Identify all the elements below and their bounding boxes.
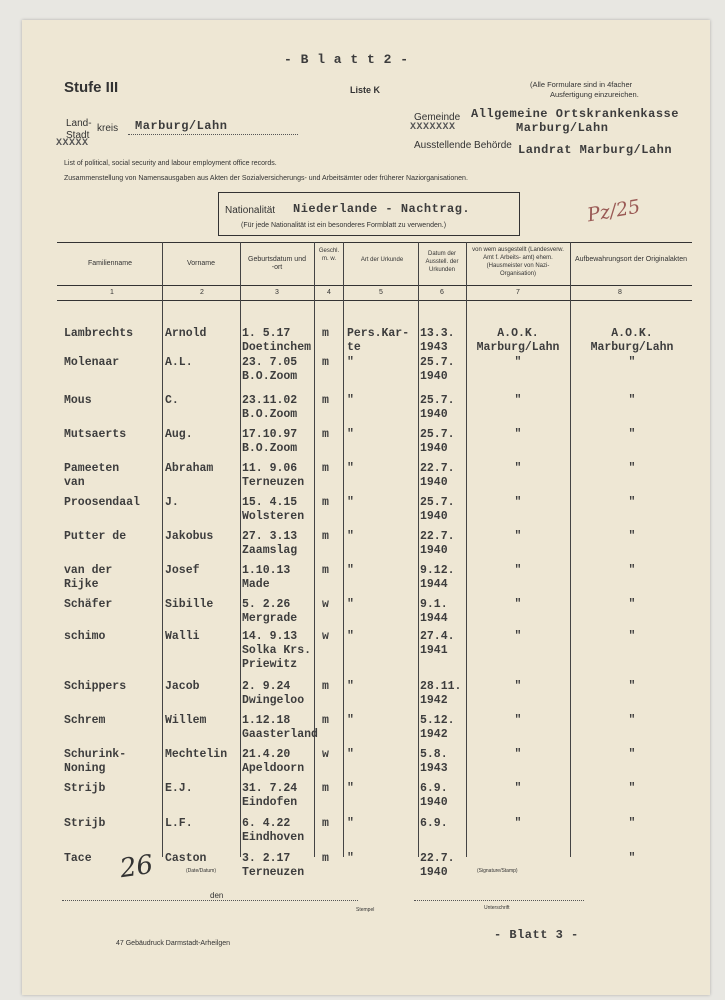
cell-urkundenart: " bbox=[347, 428, 354, 441]
col-number: 3 bbox=[275, 289, 279, 296]
cell-ausgestellt-von: " bbox=[514, 748, 522, 761]
cell-geschlecht: w bbox=[322, 748, 329, 761]
col-number: 2 bbox=[200, 289, 204, 296]
col-number: 1 bbox=[110, 289, 114, 296]
cell-geschlecht: m bbox=[322, 714, 329, 727]
cell-familienname: Mous bbox=[64, 394, 92, 407]
cell-ausstellungsdatum: 25.7. 1940 bbox=[420, 394, 455, 421]
col-header-vorname: Vorname bbox=[186, 260, 216, 267]
cell-aufbewahrungsort: " bbox=[628, 564, 636, 577]
cell-aufbewahrungsort: " bbox=[628, 598, 636, 611]
cell-vorname: E.J. bbox=[165, 782, 193, 795]
cell-aufbewahrungsort: " bbox=[628, 462, 636, 475]
cell-aufbewahrungsort: " bbox=[628, 748, 636, 761]
cell-ausgestellt-von: " bbox=[514, 782, 522, 795]
cell-geschlecht: m bbox=[322, 530, 329, 543]
cell-geburtsdatum: 21.4.20 Apeldoorn bbox=[242, 748, 305, 775]
cell-vorname: Caston bbox=[165, 852, 207, 865]
cell-geschlecht: m bbox=[322, 817, 329, 830]
cell-geburtsdatum: 15. 4.15 Wolsteren bbox=[242, 496, 305, 523]
gemeinde-label: Gemeinde bbox=[414, 112, 461, 123]
cell-ausstellungsdatum: 25.7. 1940 bbox=[420, 428, 455, 455]
den-label: den bbox=[210, 891, 224, 900]
cell-geschlecht: m bbox=[322, 356, 329, 369]
stufe-label: Stufe III bbox=[64, 79, 119, 96]
col-header-datum: Datum der Ausstell. der Urkunden bbox=[425, 251, 459, 273]
blatt-title: - B l a t t 2 - bbox=[284, 52, 409, 67]
cell-ausgestellt-von: " bbox=[514, 630, 522, 643]
kreis-value: Marburg/Lahn bbox=[135, 119, 228, 133]
cell-aufbewahrungsort: " bbox=[628, 817, 636, 830]
date-line bbox=[62, 900, 358, 901]
cell-familienname: Schäfer bbox=[64, 598, 113, 611]
cell-urkundenart: " bbox=[347, 356, 354, 369]
list-description-en: List of political, social security and labour employment office records. bbox=[64, 160, 277, 167]
cell-vorname: Arnold bbox=[165, 327, 207, 340]
nationalitaet-note: (Für jede Nationalität ist ein besonderes Formblatt zu verwenden.) bbox=[241, 222, 447, 229]
col-header-ausgestellt: von wem ausgestellt (Landesverw. Amt f. Arbeits- amt) ehem. (Hausmeister von Nazi-Organisation) bbox=[472, 247, 564, 277]
cell-vorname: L.F. bbox=[165, 817, 193, 830]
col-number: 6 bbox=[440, 289, 444, 296]
cell-ausstellungsdatum: 5.8. 1943 bbox=[420, 748, 448, 775]
cell-aufbewahrungsort: " bbox=[628, 714, 636, 727]
cell-familienname: Strijb bbox=[64, 817, 106, 830]
cell-ausgestellt-von: " bbox=[514, 714, 522, 727]
column-divider bbox=[343, 242, 344, 857]
col-number: 7 bbox=[516, 289, 520, 296]
cell-geschlecht: m bbox=[322, 852, 329, 865]
cell-geschlecht: w bbox=[322, 598, 329, 611]
cell-ausgestellt-von: " bbox=[514, 428, 522, 441]
nationalitaet-value: Niederlande - Nachtrag. bbox=[293, 202, 471, 216]
behoerde-value: Landrat Marburg/Lahn bbox=[518, 143, 673, 157]
cell-geburtsdatum: 17.10.97 B.O.Zoom bbox=[242, 428, 298, 455]
kreis-underline bbox=[128, 134, 298, 135]
cell-geburtsdatum: 14. 9.13 Solka Krs. Priewitz bbox=[242, 630, 312, 671]
cell-vorname: C. bbox=[165, 394, 179, 407]
cell-geburtsdatum: 27. 3.13 Zaamslag bbox=[242, 530, 298, 557]
cell-geschlecht: m bbox=[322, 782, 329, 795]
land-label: Land- bbox=[66, 118, 92, 129]
cell-familienname: Schrem bbox=[64, 714, 106, 727]
cell-geschlecht: m bbox=[322, 564, 329, 577]
cell-vorname: Abraham bbox=[165, 462, 214, 475]
cell-ausgestellt-von: " bbox=[514, 564, 522, 577]
cell-ausgestellt-von: " bbox=[514, 530, 522, 543]
cell-familienname: van der Rijke bbox=[64, 564, 113, 591]
gemeinde-value-2: Marburg/Lahn bbox=[516, 121, 609, 135]
cell-geschlecht: m bbox=[322, 680, 329, 693]
cell-geschlecht: m bbox=[322, 462, 329, 475]
cell-familienname: Mutsaerts bbox=[64, 428, 127, 441]
nationalitaet-label: Nationalität bbox=[225, 205, 276, 216]
cell-geburtsdatum: 1. 5.17 Doetinchem bbox=[242, 327, 312, 354]
col-number: 8 bbox=[618, 289, 622, 296]
cell-ausstellungsdatum: 25.7. 1940 bbox=[420, 496, 455, 523]
list-description-de: Zusammenstellung von Namensausgaben aus Akten der Sozialversicherungs- und Arbeitsämter oder früherer Naziorganisationen. bbox=[64, 175, 468, 182]
cell-vorname: Jacob bbox=[165, 680, 200, 693]
cell-aufbewahrungsort: " bbox=[628, 356, 636, 369]
cell-ausgestellt-von: " bbox=[514, 817, 522, 830]
cell-geschlecht: m bbox=[322, 428, 329, 441]
cell-ausstellungsdatum: 13.3. 1943 bbox=[420, 327, 455, 354]
formular-note-2: Ausfertigung einzureichen. bbox=[550, 90, 639, 99]
cell-geburtsdatum: 1.12.18 Gaasterland bbox=[242, 714, 318, 741]
cell-familienname: Pameeten van bbox=[64, 462, 120, 489]
cell-ausstellungsdatum: 5.12. 1942 bbox=[420, 714, 455, 741]
stempel-label: Stempel bbox=[356, 907, 375, 913]
cell-urkundenart: " bbox=[347, 496, 354, 509]
cell-vorname: Jakobus bbox=[165, 530, 214, 543]
cell-ausstellungsdatum: 22.7. 1940 bbox=[420, 852, 455, 879]
column-divider bbox=[466, 242, 467, 857]
cell-ausgestellt-von: " bbox=[514, 462, 522, 475]
cell-aufbewahrungsort: " bbox=[628, 680, 636, 693]
cell-ausstellungsdatum: 28.11. 1942 bbox=[420, 680, 462, 707]
col-header-geburtsdatum: Geburtsdatum und -ort bbox=[248, 256, 306, 271]
cell-vorname: Willem bbox=[165, 714, 207, 727]
cell-ausgestellt-von: " bbox=[514, 680, 522, 693]
cell-ausgestellt-von: " bbox=[514, 496, 522, 509]
cell-aufbewahrungsort: A.O.K. Marburg/Lahn bbox=[590, 327, 674, 354]
cell-urkundenart: " bbox=[347, 630, 354, 643]
cell-ausstellungsdatum: 22.7. 1940 bbox=[420, 462, 455, 489]
kreis-label: kreis bbox=[97, 123, 119, 134]
cell-geburtsdatum: 2. 9.24 Dwingeloo bbox=[242, 680, 305, 707]
cell-aufbewahrungsort: " bbox=[628, 852, 636, 865]
cell-vorname: Mechtelin bbox=[165, 748, 228, 761]
cell-geburtsdatum: 1.10.13 Made bbox=[242, 564, 291, 591]
cell-geburtsdatum: 3. 2.17 Terneuzen bbox=[242, 852, 305, 879]
column-divider bbox=[570, 242, 571, 857]
cell-familienname: Proosendaal bbox=[64, 496, 140, 509]
cell-urkundenart: " bbox=[347, 852, 354, 865]
cell-familienname: Strijb bbox=[64, 782, 106, 795]
stadt-label: Stadt bbox=[66, 130, 90, 141]
col-header-art: Art der Urkunde bbox=[360, 257, 404, 263]
cell-ausgestellt-von: " bbox=[514, 394, 522, 407]
cell-urkundenart: " bbox=[347, 714, 354, 727]
handwritten-mark: Pz/25 bbox=[585, 195, 642, 227]
cell-geschlecht: m bbox=[322, 496, 329, 509]
column-divider bbox=[418, 242, 419, 857]
cell-urkundenart: " bbox=[347, 564, 354, 577]
col-number: 4 bbox=[327, 289, 331, 296]
gemeinde-strikeout: XXXXXXX bbox=[410, 122, 456, 133]
printer-note: 47 Gebäudruck Darmstadt-Arheilgen bbox=[116, 940, 231, 947]
cell-urkundenart: " bbox=[347, 748, 354, 761]
cell-vorname: Josef bbox=[165, 564, 200, 577]
column-divider bbox=[240, 242, 241, 857]
cell-ausstellungsdatum: 6.9. 1940 bbox=[420, 782, 448, 809]
cell-familienname: Tace bbox=[64, 852, 92, 865]
cell-aufbewahrungsort: " bbox=[628, 496, 636, 509]
cell-familienname: Molenaar bbox=[64, 356, 120, 369]
cell-urkundenart: " bbox=[347, 680, 354, 693]
cell-vorname: Aug. bbox=[165, 428, 193, 441]
cell-geschlecht: m bbox=[322, 394, 329, 407]
handwritten-count: 26 bbox=[118, 849, 156, 885]
cell-ausstellungsdatum: 22.7. 1940 bbox=[420, 530, 455, 557]
col-header-familienname: Familienname bbox=[88, 260, 132, 267]
liste-label: Liste K bbox=[350, 85, 381, 95]
behoerde-label: Ausstellende Behörde bbox=[414, 140, 512, 151]
cell-geburtsdatum: 5. 2.26 Mergrade bbox=[242, 598, 298, 625]
cell-geschlecht: w bbox=[322, 630, 329, 643]
cell-aufbewahrungsort: " bbox=[628, 428, 636, 441]
cell-aufbewahrungsort: " bbox=[628, 630, 636, 643]
col-number: 5 bbox=[379, 289, 383, 296]
table-top-border bbox=[57, 242, 692, 243]
cell-geburtsdatum: 11. 9.06 Terneuzen bbox=[242, 462, 305, 489]
cell-ausstellungsdatum: 6.9. bbox=[420, 817, 448, 830]
cell-aufbewahrungsort: " bbox=[628, 394, 636, 407]
cell-ausgestellt-von: " bbox=[514, 356, 522, 369]
cell-urkundenart: " bbox=[347, 462, 354, 475]
cell-urkundenart: " bbox=[347, 394, 354, 407]
cell-aufbewahrungsort: " bbox=[628, 782, 636, 795]
cell-urkundenart: " bbox=[347, 598, 354, 611]
cell-familienname: Schippers bbox=[64, 680, 127, 693]
nationalitaet-box bbox=[218, 192, 520, 236]
next-blatt: - Blatt 3 - bbox=[494, 928, 579, 942]
cell-ausstellungsdatum: 9.1. 1944 bbox=[420, 598, 448, 625]
signature-line bbox=[414, 900, 584, 901]
cell-ausgestellt-von: " bbox=[514, 598, 522, 611]
cell-geschlecht: m bbox=[322, 327, 329, 340]
cell-familienname: Lambrechts bbox=[64, 327, 134, 340]
cell-urkundenart: " bbox=[347, 530, 354, 543]
cell-urkundenart: " bbox=[347, 782, 354, 795]
gemeinde-value-1: Allgemeine Ortskrankenkasse bbox=[471, 107, 679, 121]
cell-geburtsdatum: 23. 7.05 B.O.Zoom bbox=[242, 356, 298, 383]
cell-ausstellungsdatum: 25.7. 1940 bbox=[420, 356, 455, 383]
column-divider bbox=[314, 242, 315, 857]
table-header-divider bbox=[57, 285, 692, 286]
cell-geburtsdatum: 23.11.02 B.O.Zoom bbox=[242, 394, 298, 421]
cell-vorname: Walli bbox=[165, 630, 200, 643]
cell-geburtsdatum: 31. 7.24 Eindofen bbox=[242, 782, 298, 809]
unterschrift-label: Unterschrift bbox=[484, 905, 510, 911]
date-label: (Date/Datum) bbox=[186, 868, 217, 874]
cell-familienname: Putter de bbox=[64, 530, 127, 543]
cell-ausgestellt-von: A.O.K. Marburg/Lahn bbox=[476, 327, 560, 354]
formular-note-1: (Alle Formulare sind in 4facher bbox=[530, 80, 633, 89]
document-sheet bbox=[22, 20, 710, 995]
cell-vorname: A.L. bbox=[165, 356, 193, 369]
cell-familienname: Schurink- Noning bbox=[64, 748, 127, 775]
kreis-strikeout: XXXXX bbox=[56, 138, 89, 149]
col-header-geschlecht: Geschl. m. w. bbox=[318, 248, 340, 262]
cell-aufbewahrungsort: " bbox=[628, 530, 636, 543]
cell-ausstellungsdatum: 27.4. 1941 bbox=[420, 630, 455, 657]
cell-ausstellungsdatum: 9.12. 1944 bbox=[420, 564, 455, 591]
table-number-divider bbox=[57, 300, 692, 301]
cell-vorname: J. bbox=[165, 496, 179, 509]
cell-familienname: schimo bbox=[64, 630, 106, 643]
cell-urkundenart: Pers.Kar- te bbox=[347, 327, 410, 354]
cell-geburtsdatum: 6. 4.22 Eindhoven bbox=[242, 817, 305, 844]
cell-urkundenart: " bbox=[347, 817, 354, 830]
signature-label: (Signature/Stamp) bbox=[477, 868, 518, 874]
cell-vorname: Sibille bbox=[165, 598, 214, 611]
col-header-aufbewahrungsort: Aufbewahrungsort der Originalakten bbox=[574, 256, 688, 263]
column-divider bbox=[162, 242, 163, 857]
